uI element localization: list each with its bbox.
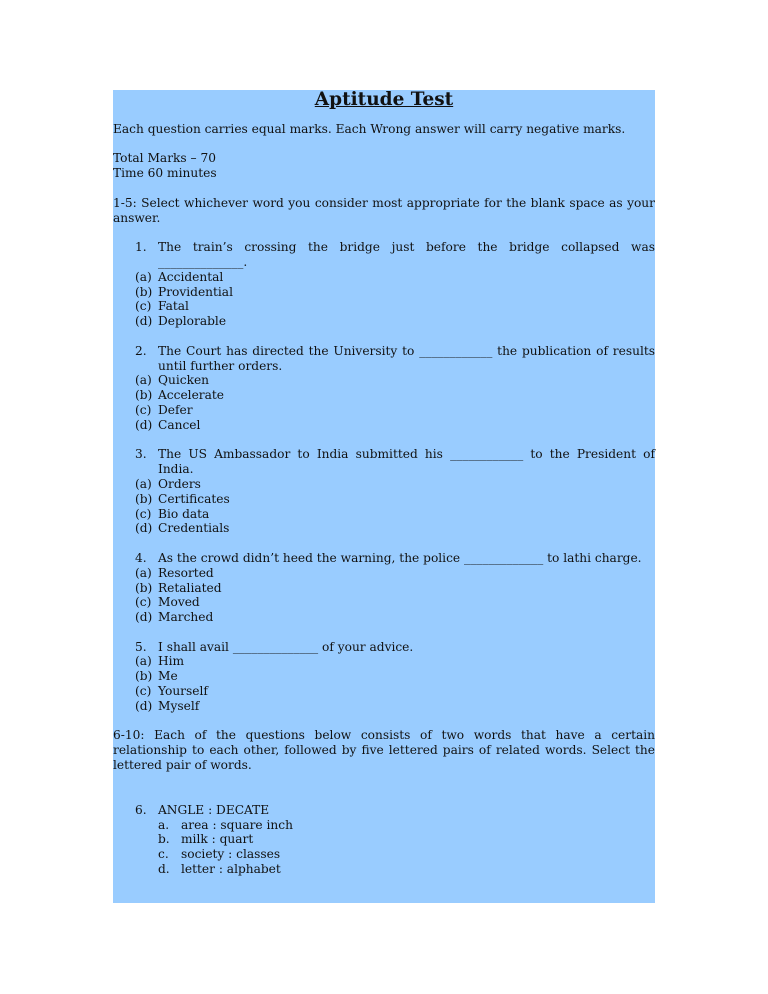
option bbox=[135, 477, 655, 492]
section1-heading: 1-5: Select whichever word you consider most appropriate for the blank space as your answer. bbox=[113, 195, 655, 225]
question-number: 4. bbox=[135, 550, 147, 565]
option-label: (a) bbox=[135, 565, 152, 580]
option-text: Quicken bbox=[158, 373, 210, 388]
option bbox=[135, 699, 655, 714]
option-label: (d) bbox=[135, 698, 153, 713]
option-label: (b) bbox=[135, 388, 153, 403]
question-text: The US Ambassador to India submitted his ____________ to the President of India. bbox=[158, 447, 655, 477]
option bbox=[135, 403, 655, 418]
option-text: Orders bbox=[158, 476, 201, 491]
question-text: The Court has directed the University to ____________ the publication of results until further orders. bbox=[158, 343, 655, 373]
option-text: Cancel bbox=[158, 417, 201, 432]
option bbox=[135, 654, 655, 669]
option bbox=[135, 669, 655, 684]
option-text: Defer bbox=[158, 402, 193, 417]
question-number: 3. bbox=[135, 447, 147, 462]
question-text: As the crowd didn’t heed the warning, the police _____________ to lathi charge. bbox=[158, 550, 642, 565]
question-6-options bbox=[158, 818, 655, 877]
question-3 bbox=[135, 447, 655, 536]
option bbox=[135, 521, 655, 536]
option-text: Fatal bbox=[158, 299, 189, 314]
option-label: (c) bbox=[135, 402, 152, 417]
option-text: Deplorable bbox=[158, 314, 227, 329]
total-marks: Total Marks – 70 bbox=[113, 151, 217, 166]
option-text: milk : quart bbox=[181, 832, 254, 847]
section1-questions bbox=[113, 240, 655, 714]
option bbox=[135, 595, 655, 610]
option bbox=[135, 684, 655, 699]
question-number: 2. bbox=[135, 343, 147, 358]
time-limit: Time 60 minutes bbox=[113, 166, 217, 181]
option-text: society : classes bbox=[181, 847, 281, 862]
option-label: (d) bbox=[135, 314, 153, 329]
option-label: (c) bbox=[135, 299, 152, 314]
option-text: Credentials bbox=[158, 521, 230, 536]
option-text: area : square inch bbox=[181, 817, 293, 832]
option-text: Accidental bbox=[158, 269, 224, 284]
option-label: d. bbox=[158, 862, 170, 877]
option bbox=[135, 610, 655, 625]
option-label: (b) bbox=[135, 580, 153, 595]
section2-heading: 6-10: Each of the questions below consists of two words that have a certain relationship to each other, followed by five lettered pairs of related words. Select the lettered pair of words. bbox=[113, 728, 655, 773]
option bbox=[135, 418, 655, 433]
question-number: 5. bbox=[135, 639, 147, 654]
question-6 bbox=[135, 803, 655, 818]
option-text: Providential bbox=[158, 284, 233, 299]
option-label: b. bbox=[158, 832, 170, 847]
option-text: Certificates bbox=[158, 491, 230, 506]
option bbox=[158, 862, 655, 877]
option-text: Moved bbox=[158, 595, 200, 610]
option-text: Me bbox=[158, 669, 178, 684]
question-number: 1. bbox=[135, 240, 147, 255]
test-meta bbox=[113, 151, 655, 181]
option bbox=[158, 818, 655, 833]
option-text: letter : alphabet bbox=[181, 862, 281, 877]
option-text: Yourself bbox=[158, 684, 208, 699]
option-label: (a) bbox=[135, 373, 152, 388]
option-label: (b) bbox=[135, 491, 153, 506]
option bbox=[158, 847, 655, 862]
option-text: Bio data bbox=[158, 506, 210, 521]
option bbox=[135, 299, 655, 314]
option-label: a. bbox=[158, 817, 170, 832]
option-label: c. bbox=[158, 847, 169, 862]
option bbox=[135, 373, 655, 388]
option bbox=[135, 566, 655, 581]
option bbox=[158, 832, 655, 847]
option bbox=[135, 270, 655, 285]
option-label: (a) bbox=[135, 476, 152, 491]
question-2 bbox=[135, 344, 655, 433]
option-text: Marched bbox=[158, 610, 214, 625]
option-label: (c) bbox=[135, 684, 152, 699]
option bbox=[135, 314, 655, 329]
option bbox=[135, 388, 655, 403]
option-label: (d) bbox=[135, 610, 153, 625]
question-1 bbox=[135, 240, 655, 329]
option-label: (c) bbox=[135, 506, 152, 521]
option-text: Him bbox=[158, 654, 185, 669]
question-text: I shall avail ______________ of your advice. bbox=[158, 639, 414, 654]
option-label: (b) bbox=[135, 669, 153, 684]
question-text: ANGLE : DECATE bbox=[158, 802, 270, 817]
option bbox=[135, 581, 655, 596]
option-label: (a) bbox=[135, 269, 152, 284]
option-text: Resorted bbox=[158, 565, 214, 580]
option-label: (d) bbox=[135, 417, 153, 432]
question-text: The train’s crossing the bridge just before the bridge collapsed was ______________. bbox=[158, 240, 655, 269]
option-text: Accelerate bbox=[158, 388, 224, 403]
option-label: (b) bbox=[135, 284, 153, 299]
instructions-text: Each question carries equal marks. Each Wrong answer will carry negative marks. bbox=[113, 121, 626, 136]
option bbox=[135, 507, 655, 522]
page-title: Aptitude Test bbox=[314, 89, 454, 110]
question-4 bbox=[135, 551, 655, 625]
question-number: 6. bbox=[135, 802, 147, 817]
option-text: Retaliated bbox=[158, 580, 222, 595]
option-text: Myself bbox=[158, 698, 200, 713]
option bbox=[135, 492, 655, 507]
document-page bbox=[113, 90, 655, 903]
section2-questions bbox=[113, 803, 655, 877]
option-label: (c) bbox=[135, 595, 152, 610]
option bbox=[135, 285, 655, 300]
option-label: (a) bbox=[135, 654, 152, 669]
option-label: (d) bbox=[135, 521, 153, 536]
question-5 bbox=[135, 640, 655, 714]
